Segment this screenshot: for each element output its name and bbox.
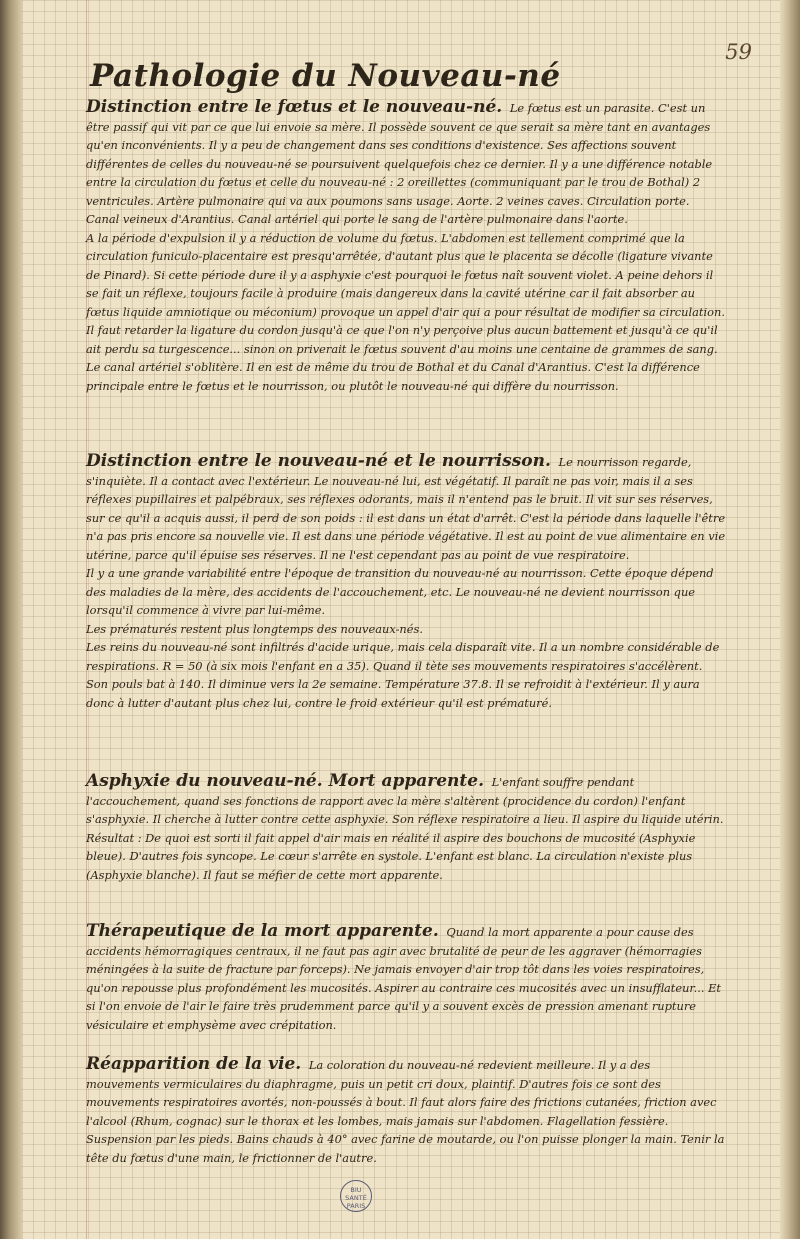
- section-paragraph: Le fœtus est un parasite. C'est un être passif qui vit par ce que lui envoie sa mère. Il possède souvent ce que serait sa mère tant en avantages qu'en inconvénients. Il y a peu de changement dans ses conditions d'existence. Ses affections souvent différentes de celles du nouveau-né se poursuivent quelquefois chez ce dernier. Il y a une différence notable entre la circulation du fœtus et celle du nouveau-né : 2 oreillettes (communiquant par le trou de Bothal) 2 ventricules. Artère pulmonaire qui va aux poumons sans usage. Aorte. 2 veines caves. Circulation porte. Canal veineux d'Arantius. Canal artériel qui porte le sang de l'artère pulmonaire dans l'aorte.: [86, 101, 713, 226]
- section-heading: Asphyxie du nouveau-né. Mort apparente.: [86, 771, 484, 791]
- section-heading: Distinction entre le fœtus et le nouveau-né.: [86, 97, 503, 117]
- page-number: 59: [725, 40, 752, 64]
- section-newborn-vs-infant: [86, 452, 726, 712]
- section-paragraph: L'enfant souffre pendant l'accouchement, quand ses fonctions de rapport avec la mère s'altèrent (procidence du cordon) l'enfant s'asphyxie. Il cherche à lutter contre cette asphyxie. Son réflexe respiratoire a lieu. Il aspire du liquide utérin. Résultat : De quoi est sorti il fait appel d'air mais en réalité il aspire des bouchons de mucosité (Asphyxie bleue). D'autres fois syncope. Le cœur s'arrête en systole. L'enfant est blanc. La circulation n'existe plus (Asphyxie blanche). Il faut se méfier de cette mort apparente.: [86, 775, 724, 882]
- section-paragraph: Les prématurés restent plus longtemps des nouveaux-nés.: [86, 621, 423, 636]
- notebook-binding: [0, 0, 22, 1239]
- section-paragraph: A la période d'expulsion il y a réduction de volume du fœtus. L'abdomen est tellement comprimé que la circulation funiculo-placentaire est presqu'arrêtée, d'autant plus que le placenta se décolle (ligature vivante de Pinard). Si cette période dure il y a asphyxie c'est pourquoi le fœtus naît souvent violet. A peine dehors il se fait un réflexe, toujours facile à produire (mais dangereux dans la cavité utérine car il fait absorber au fœtus liquide amniotique ou méconium) provoque un appel d'air qui a pour résultat de modifier sa circulation. Il faut retarder la ligature du cordon jusqu'à ce que l'on n'y perçoive plus aucun battement et jusqu'à ce qu'il ait perdu sa turgescence... sinon on priverait le fœtus souvent d'au moins une centaine de grammes de sang. Le canal artériel s'oblitère. Il en est de même du trou de Bothal et du Canal d'Arantius. C'est la différence principale entre le fœtus et le nourrisson, ou plutôt le nouveau-né qui diffère du nourrisson.: [86, 230, 725, 393]
- section-therapy: [86, 922, 726, 1034]
- section-return-of-life: [86, 1055, 726, 1167]
- section-paragraph: Il y a une grande variabilité entre l'époque de transition du nouveau-né au nourrisson. Cette époque dépend des maladies de la mère, des accidents de l'accouchement, etc. Le nouveau-né ne devient nourrisson que lorsqu'il commence à vivre par lui-même.: [86, 566, 714, 617]
- section-paragraph: La coloration du nouveau-né redevient meilleure. Il y a des mouvements vermiculaires du diaphragme, puis un petit cri doux, plaintif. D'autres fois ce sont des mouvements respiratoires avortés, non-poussés à bout. Il faut alors faire des frictions cutanées, friction avec l'alcool (Rhum, cognac) sur le thorax et les lombes, mais jamais sur l'abdomen. Flagellation fessière. Suspension par les pieds. Bains chauds à 40° avec farine de moutarde, ou l'on puisse plonger la main. Tenir la tête du fœtus d'une main, le frictionner de l'autre.: [86, 1058, 725, 1165]
- section-paragraph: Le nourrisson regarde, s'inquiète. Il a contact avec l'extérieur. Le nouveau-né lui, est végétatif. Il paraît ne pas voir, mais il a ses réflexes pupillaires et palpébraux, ses réflexes odorants, mais il n'entend pas le bruit. Il vit sur ses réserves, sur ce qu'il a acquis aussi, il perd de son poids : il est dans un état d'arrêt. C'est la période dans laquelle l'être n'a pas pris encore sa nouvelle vie. Il est dans une période végétative. Il est au point de vue alimentaire en vie utérine, parce qu'il épuise ses réserves. Il ne l'est cependant pas au point de vue respiratoire.: [86, 455, 726, 562]
- library-stamp: BIU SANTÉ PARIS: [340, 1180, 372, 1212]
- section-paragraph: Quand la mort apparente a pour cause des accidents hémorragiques centraux, il ne faut pas agir avec brutalité de peur de les aggraver (hémorragies méningées à la suite de fracture par forceps). Ne jamais envoyer d'air trop tôt dans les voies respiratoires, qu'on repousse plus profondément les mucosités. Aspirer au contraire ces mucosités avec un insufflateur... Et si l'on envoie de l'air le faire très prudemment parce qu'il y a souvent excès de pression amenant rupture vésiculaire et emphysème avec crépitation.: [86, 925, 722, 1032]
- section-paragraph: Les reins du nouveau-né sont infiltrés d'acide urique, mais cela disparaît vite. Il a un nombre considérable de respirations. R = 50 (à six mois l'enfant en a 35). Quand il tète ses mouvements respiratoires s'accélèrent. Son pouls bat à 140. Il diminue vers la 2e semaine. Température 37.8. Il se refroidit à l'extérieur. Il y aura donc à lutter d'autant plus chez lui, contre le froid extérieur qu'il est prématuré.: [86, 640, 720, 710]
- section-asphyxia: [86, 772, 726, 884]
- section-fetus-vs-newborn: [86, 98, 726, 395]
- section-heading: Réapparition de la vie.: [86, 1054, 302, 1074]
- page-title: Pathologie du Nouveau-né: [90, 58, 561, 94]
- page-edge: [780, 0, 800, 1239]
- section-heading: Thérapeutique de la mort apparente.: [86, 921, 439, 941]
- section-heading: Distinction entre le nouveau-né et le nourrisson.: [86, 451, 551, 471]
